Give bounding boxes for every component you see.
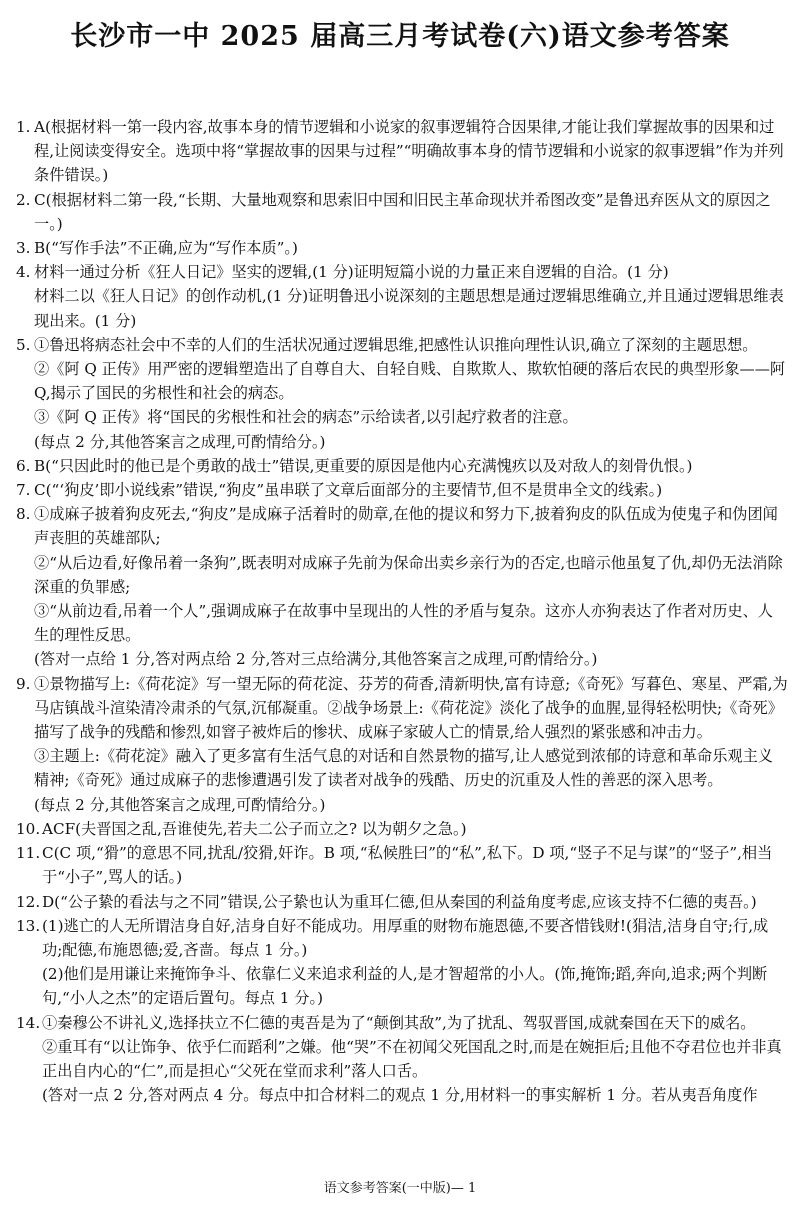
answer-number: 13. bbox=[16, 916, 41, 935]
answer-text: ①鲁迅将病态社会中不幸的人们的生活状况通过逻辑思维,把感性认识推向理性认识,确立了深刻的主题思想。 bbox=[34, 335, 758, 354]
answer-text: (每点 2 分,其他答案言之成理,可酌情给分。) bbox=[34, 795, 326, 814]
answer-item bbox=[16, 188, 788, 236]
answers-list bbox=[16, 115, 788, 1107]
answer-item bbox=[16, 890, 788, 914]
answer-number: 11. bbox=[16, 844, 41, 863]
answer-text: ACF(夫晋国之乱,吾谁使先,若夫二公子而立之? 以为朝夕之急。) bbox=[42, 819, 467, 838]
answer-text: ②《阿 Q 正传》用严密的逻辑塑造出了自尊自大、自轻自贱、自欺欺人、欺软怕硬的落后农民的典型形象——阿 Q,揭示了国民的劣根性和社会的病态。 bbox=[34, 360, 786, 403]
answer-item bbox=[16, 841, 788, 889]
answer-text: ③主题上:《荷花淀》融入了更多富有生活气息的对话和自然景物的描写,让人感觉到浓郁的诗意和革命乐观主义精神;《奇死》通过成麻子的悲惨遭遇引发了读者对战争的残酷、历史的沉重及人性的善恶的深入思考。 bbox=[34, 747, 773, 790]
answer-item bbox=[16, 817, 788, 841]
answer-item bbox=[16, 236, 788, 260]
answer-item bbox=[16, 1011, 788, 1108]
answer-text: C(“‘狗皮’即小说线索”错误,“狗皮”虽串联了文章后面部分的主要情节,但不是贯串全文的线索。) bbox=[34, 481, 663, 500]
answer-item bbox=[16, 672, 788, 817]
answer-text: (答对一点 2 分,答对两点 4 分。每点中扣合材料二的观点 1 分,用材料一的事实解析 1 分。若从夷吾角度作 bbox=[42, 1086, 758, 1105]
answer-text: ②重耳有“以让饰争、依乎仁而蹈利”之嫌。他“哭”不在初闻父死国乱之时,而是在婉拒后;且他不夺君位也并非真正出自内心的“仁”,而是担心“父死在堂而求利”落人口舌。 bbox=[42, 1037, 782, 1080]
answer-text: (1)逃亡的人无所谓洁身自好,洁身自好不能成功。用厚重的财物布施恩德,不要吝惜钱财!(狷洁,洁身自守;行,成功;配德,布施恩德;爱,吝啬。每点 1 分。) bbox=[42, 916, 769, 959]
answer-item bbox=[16, 478, 788, 502]
answer-number: 4. bbox=[16, 263, 31, 282]
answer-number: 8. bbox=[16, 505, 31, 524]
answer-item bbox=[16, 333, 788, 454]
answer-item bbox=[16, 502, 788, 671]
answer-number: 2. bbox=[16, 190, 31, 209]
answer-text: C(C 项,“猾”的意思不同,扰乱/狡猾,奸诈。B 项,“私候胜曰”的“私”,私下。D 项,“竖子不足与谋”的“竖子”,相当于“小子”,骂人的话。) bbox=[42, 844, 773, 887]
answer-text: (答对一点给 1 分,答对两点给 2 分,答对三点给满分,其他答案言之成理,可酌情给分。) bbox=[34, 650, 598, 669]
answer-text: B(“写作手法”不正确,应为“写作本质”。) bbox=[34, 239, 298, 258]
answer-item bbox=[16, 914, 788, 1011]
answer-number: 12. bbox=[16, 892, 41, 911]
page-footer: 语文参考答案(一中版)— 1 bbox=[323, 1181, 477, 1196]
answer-text: ①成麻子披着狗皮死去,“狗皮”是成麻子活着时的勋章,在他的提议和努力下,披着狗皮的队伍成为使鬼子和伪团闻声丧胆的英雄部队; bbox=[34, 505, 778, 548]
answer-text: A(根据材料一第一段内容,故事本身的情节逻辑和小说家的叙事逻辑符合因果律,才能让我们掌握故事的因果和过程,让阅读变得安全。选项中将“掌握故事的因果与过程”“明确故事本身的情节逻辑和小说家的叙事逻辑”作为并列条件错误。) bbox=[34, 118, 784, 185]
answer-text: ③“从前边看,吊着一个人”,强调成麻子在故事中呈现出的人性的矛盾与复杂。这亦人亦狗表达了作者对历史、人生的理性反思。 bbox=[34, 602, 773, 645]
answer-number: 14. bbox=[16, 1013, 41, 1032]
answer-item bbox=[16, 115, 788, 188]
answer-item bbox=[16, 260, 788, 333]
answer-text: D(“公子絷的看法与之不同”错误,公子絷也认为重耳仁德,但从秦国的利益角度考虑,应该支持不仁德的夷吾。) bbox=[42, 892, 757, 911]
answer-number: 1. bbox=[16, 118, 31, 136]
answer-text: ①秦穆公不讲礼义,选择扶立不仁德的夷吾是为了“颠倒其敌”,为了扰乱、驾驭晋国,成就秦国在天下的威名。 bbox=[42, 1013, 756, 1032]
answer-number: 9. bbox=[16, 674, 31, 693]
answer-text: (每点 2 分,其他答案言之成理,可酌情给分。) bbox=[34, 432, 326, 451]
answer-text: ③《阿 Q 正传》将“国民的劣根性和社会的病态”示给读者,以引起疗救者的注意。 bbox=[34, 408, 578, 427]
answer-number: 6. bbox=[16, 456, 31, 475]
answer-item bbox=[16, 454, 788, 478]
answer-text: C(根据材料二第一段,“长期、大量地观察和思索旧中国和旧民主革命现状并希图改变”是鲁迅弃医从文的原因之一。) bbox=[34, 190, 771, 233]
answer-number: 10. bbox=[16, 819, 41, 838]
answer-number: 7. bbox=[16, 481, 31, 500]
answer-text: 材料一通过分析《狂人日记》坚实的逻辑,(1 分)证明短篇小说的力量正来自逻辑的自洽。(1 分) bbox=[34, 263, 669, 282]
answer-text: ②“从后边看,好像吊着一条狗”,既表明对成麻子先前为保命出卖乡亲行为的否定,也暗示他虽复了仇,却仍无法消除深重的负罪感; bbox=[34, 553, 783, 596]
answer-text: ①景物描写上:《荷花淀》写一望无际的荷花淀、芬芳的荷香,清新明快,富有诗意;《奇死》写暮色、寒星、严霜,为马店镇战斗渲染清冷肃杀的气氛,沉郁凝重。②战争场景上:《荷花淀》淡化了战争的血腥,显得轻松明快;《奇死》描写了战争的残酷和惨烈,如窨子被炸后的惨状、成麻子家破人亡的情景,给人强烈的紧张感和冲击力。 bbox=[34, 674, 788, 742]
answer-number: 3. bbox=[16, 239, 31, 258]
answer-text: 材料二以《狂人日记》的创作动机,(1 分)证明鲁迅小说深刻的主题思想是通过逻辑思维确立,并且通过逻辑思维表现出来。(1 分) bbox=[34, 287, 784, 330]
page-title: 长沙市一中 2025 届高三月考试卷(六)语文参考答案 bbox=[70, 21, 730, 52]
answer-number: 5. bbox=[16, 335, 31, 354]
answer-text: (2)他们是用谦让来掩饰争斗、依靠仁义来追求利益的人,是才智超常的小人。(饰,掩饰;蹈,奔向,追求;两个判断句,“小人之杰”的定语后置句。每点 1 分。) bbox=[42, 965, 768, 1008]
answer-text: B(“只因此时的他已是个勇敢的战士”错误,更重要的原因是他内心充满愧疚以及对敌人的刻骨仇恨。) bbox=[34, 456, 693, 475]
